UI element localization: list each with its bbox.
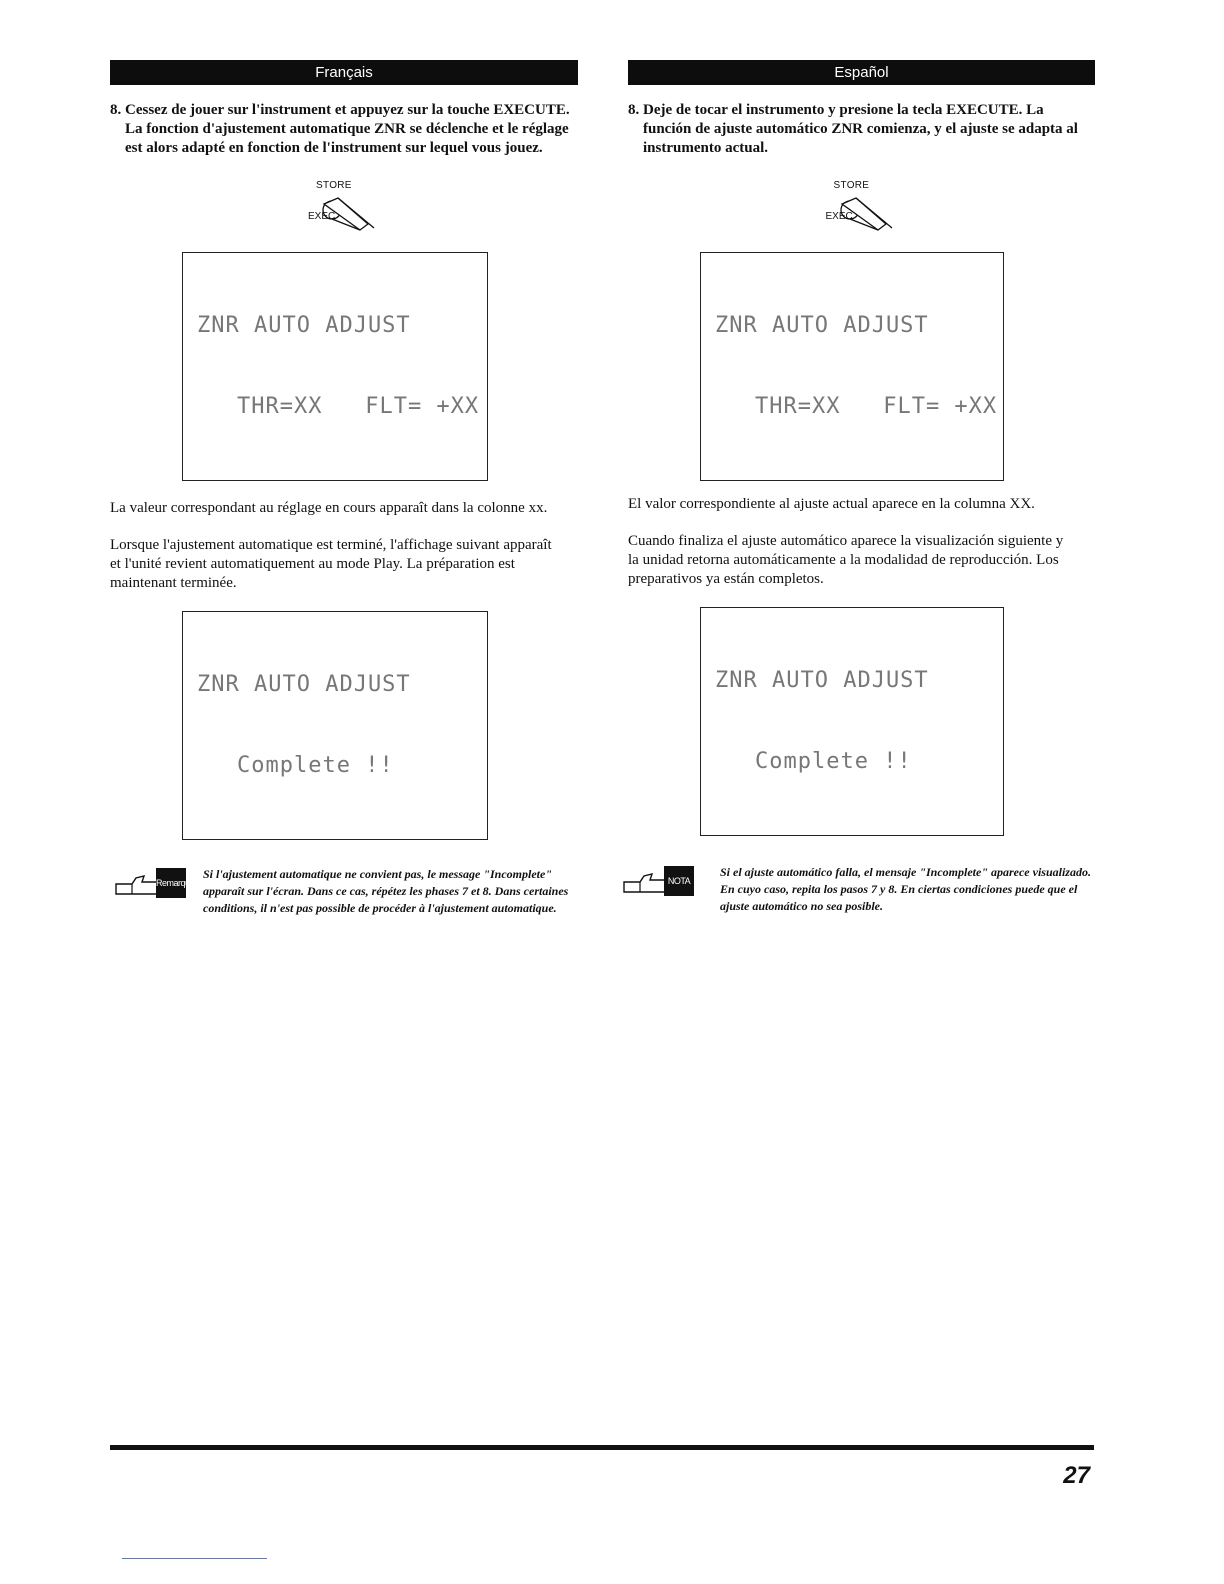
spanish-column — [628, 60, 1095, 915]
page-number: 27 — [1063, 1462, 1090, 1489]
french-column — [110, 60, 578, 917]
spanish-step-8: 8. Deje de tocar el instrumento y presione la tecla EXECUTE. La función de ajuste automático ZNR comienza, y el ajuste se adapta al instrumento actual. — [628, 102, 1078, 156]
lcd-display-complete — [700, 607, 1004, 836]
spanish-para-complete: Cuando finaliza el ajuste automático aparece la visualización siguiente y la unidad retorna automáticamente a la modalidad de reproducción. Los preparativos ya están completos. — [628, 533, 1064, 587]
lcd-display-adjust — [182, 252, 488, 481]
lcd-line-1: ZNR AUTO ADJUST — [715, 313, 929, 338]
french-note-text: Si l'ajustement automatique ne convient pas, le message "Incomplete" apparaît sur l'écran. Dans ce cas, répétez les phases 7 et 8. Dans certaines conditions, il n'est pas possible de procéder à l'ajustement automatique. — [203, 867, 569, 915]
store-label: STORE — [316, 180, 352, 191]
spanish-para-value: El valor correspondiente al ajuste actual aparece en la columna XX. — [628, 496, 1035, 512]
exec-label: EXEC — [308, 211, 336, 222]
french-para-value: La valeur correspondant au réglage en cours apparaît dans la colonne xx. — [110, 500, 548, 516]
footer-rule — [110, 1445, 1094, 1450]
remarque-badge: Remarque — [156, 868, 186, 898]
lcd-line-2: THR=XX FLT= +XX — [755, 394, 998, 419]
execute-key-diagram — [812, 180, 912, 242]
lcd-display-complete — [182, 611, 488, 840]
store-label: STORE — [833, 180, 870, 191]
lcd-line-1: ZNR AUTO ADJUST — [197, 672, 411, 697]
pointing-hand-note-icon — [110, 868, 195, 902]
lcd-line-1: ZNR AUTO ADJUST — [715, 668, 929, 693]
french-step-8: 8. Cessez de jouer sur l'instrument et appuyez sur la touche EXECUTE. La fonction d'ajustement automatique ZNR se déclenche et le réglage est alors adapté en fonction de l'instrument sur lequel vous jouez. — [110, 102, 570, 156]
pointing-hand-note-icon — [628, 866, 708, 900]
spanish-note — [628, 864, 1095, 915]
execute-key-diagram — [294, 180, 394, 242]
lcd-display-adjust — [700, 252, 1004, 481]
spanish-header: Español — [628, 60, 1095, 85]
french-note — [110, 866, 578, 917]
lcd-line-1: ZNR AUTO ADJUST — [197, 313, 411, 338]
lcd-line-2: Complete !! — [755, 749, 912, 774]
french-para-complete: Lorsque l'ajustement automatique est terminé, l'affichage suivant apparaît et l'unité revient automatiquement au mode Play. La préparation est maintenant terminée. — [110, 537, 552, 591]
footer-line — [122, 1558, 267, 1559]
nota-badge: NOTA — [664, 866, 694, 896]
lcd-line-2: THR=XX FLT= +XX — [237, 394, 480, 419]
lcd-line-2: Complete !! — [237, 753, 394, 778]
exec-label: EXEC — [825, 211, 853, 222]
spanish-note-text: Si el ajuste automático falla, el mensaje "Incomplete" aparece visualizado. En cuyo caso, repita los pasos 7 y 8. En ciertas condiciones puede que el ajuste automático no sea posible. — [720, 865, 1091, 913]
french-header: Français — [110, 60, 578, 85]
